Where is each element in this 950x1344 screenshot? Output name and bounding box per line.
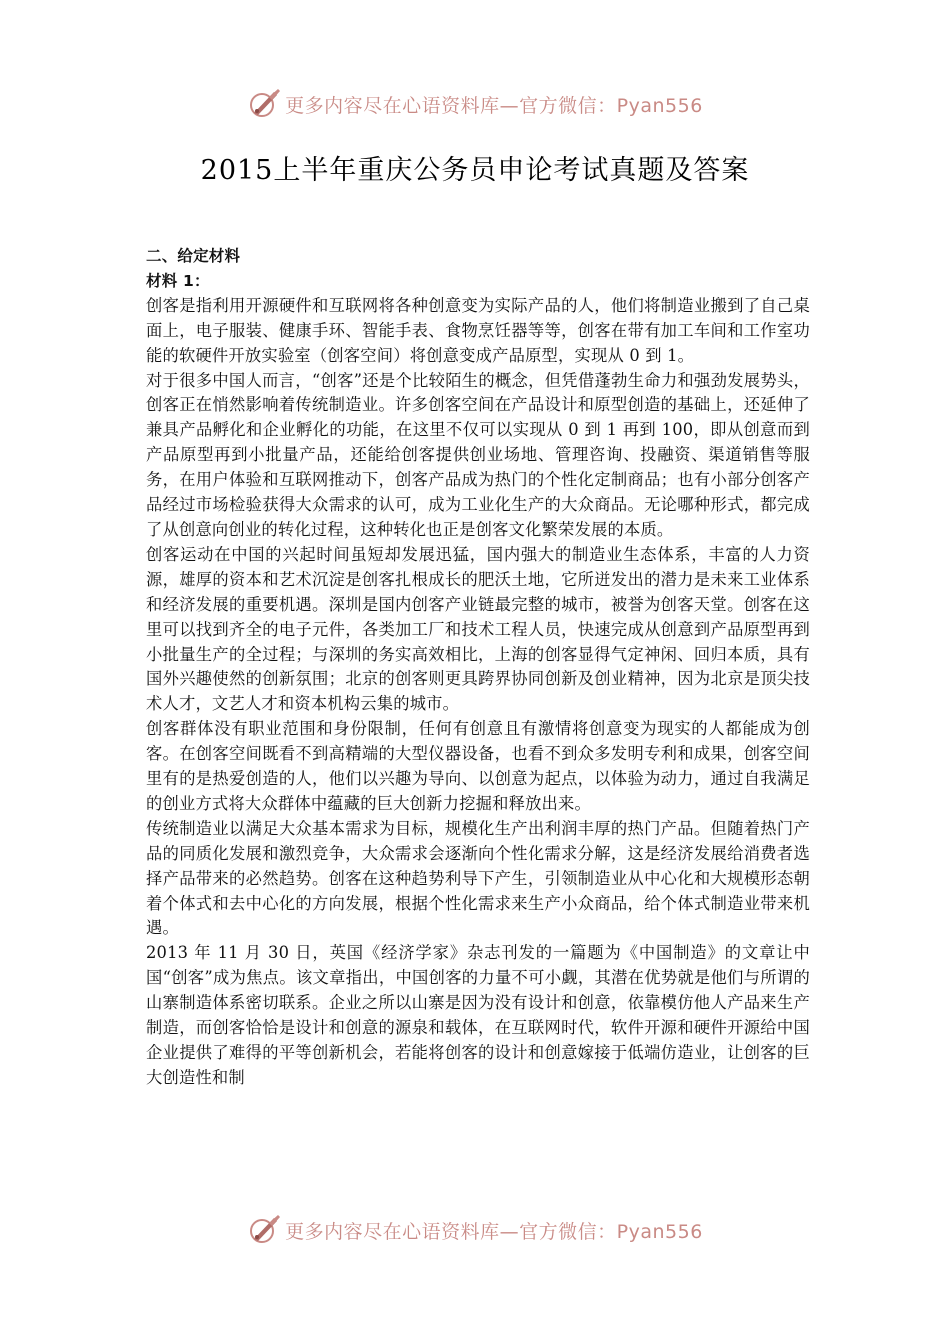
- paragraph: 2013 年 11 月 30 日，英国《经济学家》杂志刊发的一篇题为《中国制造》的文章让中国“创客”成为焦点。该文章指出，中国创客的力量不可小觑，其潜在优势就是他们与所谓的山寨制造体系密切联系。企业之所以山寨是因为没有设计和创意，依靠模仿他人产品来生产制造，而创客恰恰是设计和创意的源泉和载体，在互联网时代，软件开源和硬件开源给中国企业提供了难得的平等创新机会，若能将创客的设计和创意嫁接于低端仿造业，让创客的巨大创造性和制: [146, 943, 810, 1087]
- document-body: [146, 244, 810, 1091]
- quill-pen-logo-icon: [247, 87, 281, 121]
- paragraph: 创客运动在中国的兴起时间虽短却发展迅猛，国内强大的制造业生态体系，丰富的人力资源，雄厚的资本和艺术沉淀是创客扎根成长的肥沃土地，它所迸发出的潜力是未来工业体系和经济发展的重要机遇。深圳是国内创客产业链最完整的城市，被誉为创客天堂。创客在这里可以找到齐全的电子元件，各类加工厂和技术工程人员，快速完成从创意到产品原型再到小批量生产的全过程；与深圳的务实高效相比，上海的创客显得气定神闲、回归本质，具有国外兴趣使然的创新氛围；北京的创客则更具跨界协同创新及创业精神，因为北京是顶尖技术人才，文艺人才和资本机构云集的城市。: [146, 544, 810, 714]
- paragraph: 创客群体没有职业范围和身份限制，任何有创意且有激情将创意变为现实的人都能成为创客。在创客空间既看不到高精端的大型仪器设备，也看不到众多发明专利和成果，创客空间里有的是热爱创造的人，他们以兴趣为导向、以创意为起点，以体验为动力，通过自我满足的创业方式将大众群体中蕴藏的巨大创新力挖掘和释放出来。: [146, 719, 810, 813]
- watermark-text: 更多内容尽在心语资料库—官方微信：Pyan556: [285, 94, 703, 117]
- document-title: 2015上半年重庆公务员申论考试真题及答案: [200, 155, 750, 186]
- footer-watermark-banner: [0, 1210, 950, 1250]
- section-heading: 二、给定材料: [146, 247, 241, 265]
- paragraph: 对于很多中国人而言，“创客”还是个比较陌生的概念，但凭借蓬勃生命力和强劲发展势头，创客正在悄然影响着传统制造业。许多创客空间在产品设计和原型创造的基础上，还延伸了兼具产品孵化和企业孵化的功能，在这里不仅可以实现从 0 到 1 再到 100，即从创意而到产品原型再到小批量产品，还能给创客提供创业场地、管理咨询、投融资、渠道销售等服务，在用户体验和互联网推动下，创客产品成为热门的个性化定制商品；也有小部分创客产品经过市场检验获得大众需求的认可，成为工业化生产的大众商品。无论哪种形式，都完成了从创意向创业的转化过程，这种转化也正是创客文化繁荣发展的本质。: [146, 370, 810, 539]
- material-label: 材料 1：: [146, 271, 210, 290]
- paragraph: 传统制造业以满足大众基本需求为目标，规模化生产出利润丰厚的热门产品。但随着热门产品的同质化发展和激烈竞争，大众需求会逐渐向个性化需求分解，这是经济发展给消费者选择产品带来的必然趋势。创客在这种趋势利导下产生，引领制造业从中心化和大规模形态朝着个体式和去中心化的方向发展，根据个性化需求来生产小众商品，给个体式制造业带来机遇。: [146, 818, 810, 938]
- paragraph: 创客是指利用开源硬件和互联网将各种创意变为实际产品的人，他们将制造业搬到了自己桌面上，电子服装、健康手环、智能手表、食物烹饪器等等，创客在带有加工车间和工作室功能的软硬件开放实验室（创客空间）将创意变成产品原型，实现从 0 到 1。: [146, 295, 810, 365]
- header-watermark-banner: [0, 84, 950, 124]
- watermark-text: 更多内容尽在心语资料库—官方微信：Pyan556: [285, 1220, 703, 1243]
- quill-pen-logo-icon: [247, 1213, 281, 1247]
